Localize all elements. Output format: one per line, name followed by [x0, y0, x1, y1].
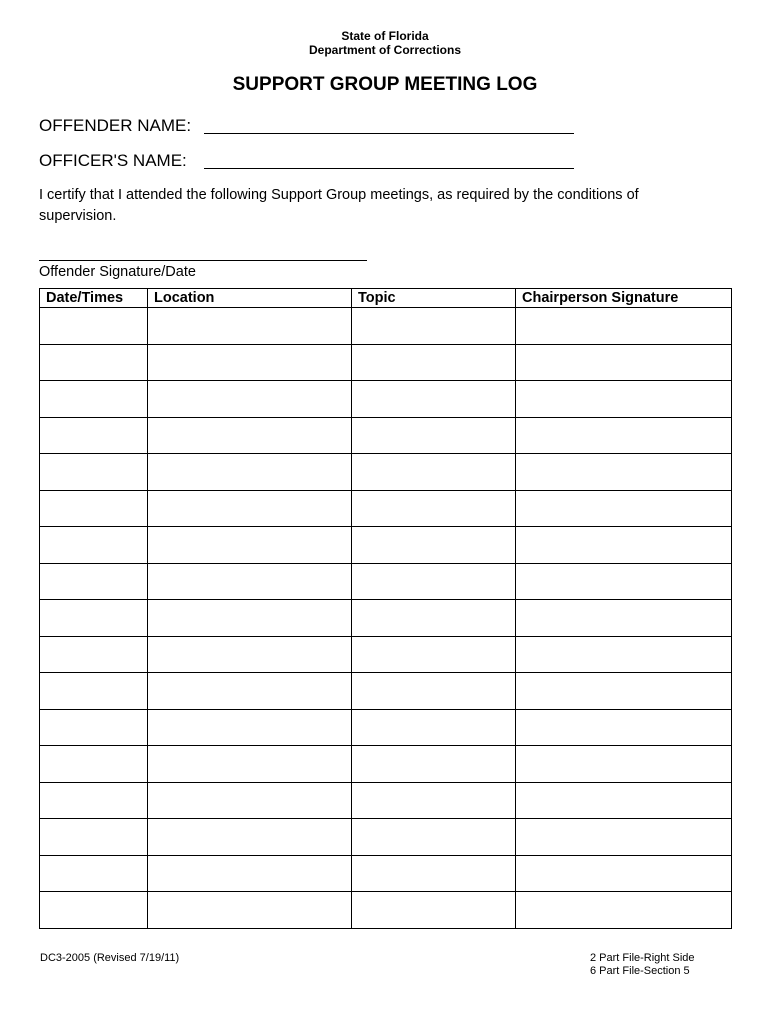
topic-cell[interactable] [352, 892, 516, 929]
table-row [40, 490, 732, 527]
date-times-cell[interactable] [40, 563, 148, 600]
topic-cell[interactable] [352, 381, 516, 418]
location-cell[interactable] [148, 782, 352, 819]
chairperson-signature-cell[interactable] [516, 417, 732, 454]
topic-cell[interactable] [352, 344, 516, 381]
date-times-cell[interactable] [40, 636, 148, 673]
table-row [40, 819, 732, 856]
date-times-cell[interactable] [40, 746, 148, 783]
date-times-cell[interactable] [40, 600, 148, 637]
topic-cell[interactable] [352, 819, 516, 856]
chairperson-signature-cell[interactable] [516, 746, 732, 783]
location-cell[interactable] [148, 673, 352, 710]
date-times-cell[interactable] [40, 454, 148, 491]
table-row [40, 454, 732, 491]
form-title: SUPPORT GROUP MEETING LOG [232, 74, 538, 95]
certification-statement: I certify that I attended the following Support Group meetings, as required by the conditions of supervision. [39, 187, 639, 224]
location-cell[interactable] [148, 855, 352, 892]
column-header-date-times: Date/Times [40, 289, 148, 308]
chairperson-signature-cell[interactable] [516, 636, 732, 673]
topic-cell[interactable] [352, 454, 516, 491]
chairperson-signature-cell[interactable] [516, 490, 732, 527]
offender-name-field[interactable] [204, 133, 574, 134]
topic-cell[interactable] [352, 709, 516, 746]
chairperson-signature-cell[interactable] [516, 563, 732, 600]
officer-name-field[interactable] [204, 168, 574, 169]
table-row [40, 673, 732, 710]
file-instructions [590, 952, 695, 978]
location-cell[interactable] [148, 563, 352, 600]
table-row [40, 344, 732, 381]
topic-cell[interactable] [352, 490, 516, 527]
topic-cell[interactable] [352, 782, 516, 819]
date-times-cell[interactable] [40, 490, 148, 527]
chairperson-signature-cell[interactable] [516, 344, 732, 381]
chairperson-signature-cell[interactable] [516, 892, 732, 929]
topic-cell[interactable] [352, 563, 516, 600]
table-row [40, 417, 732, 454]
chairperson-signature-cell[interactable] [516, 855, 732, 892]
chairperson-signature-cell[interactable] [516, 381, 732, 418]
location-cell[interactable] [148, 709, 352, 746]
meeting-log-table [39, 288, 732, 929]
location-cell[interactable] [148, 892, 352, 929]
chairperson-signature-cell[interactable] [516, 709, 732, 746]
location-cell[interactable] [148, 600, 352, 637]
column-header-topic: Topic [352, 289, 516, 308]
chairperson-signature-cell[interactable] [516, 454, 732, 491]
date-times-cell[interactable] [40, 709, 148, 746]
table-row [40, 892, 732, 929]
date-times-cell[interactable] [40, 527, 148, 564]
column-header-location: Location [148, 289, 352, 308]
agency-state: State of Florida [341, 29, 429, 43]
topic-cell[interactable] [352, 417, 516, 454]
table-row [40, 782, 732, 819]
chairperson-signature-cell[interactable] [516, 782, 732, 819]
date-times-cell[interactable] [40, 855, 148, 892]
table-row [40, 746, 732, 783]
chairperson-signature-cell[interactable] [516, 527, 732, 564]
date-times-cell[interactable] [40, 892, 148, 929]
date-times-cell[interactable] [40, 381, 148, 418]
table-header-row [40, 289, 732, 308]
table-row [40, 636, 732, 673]
officer-name-label: OFFICER'S NAME: [39, 151, 187, 170]
table-row [40, 600, 732, 637]
table-row [40, 381, 732, 418]
table-row [40, 709, 732, 746]
meeting-log-body [40, 308, 732, 929]
date-times-cell[interactable] [40, 344, 148, 381]
offender-signature-field[interactable] [39, 260, 367, 261]
date-times-cell[interactable] [40, 417, 148, 454]
location-cell[interactable] [148, 308, 352, 345]
location-cell[interactable] [148, 490, 352, 527]
location-cell[interactable] [148, 381, 352, 418]
location-cell[interactable] [148, 527, 352, 564]
location-cell[interactable] [148, 819, 352, 856]
date-times-cell[interactable] [40, 782, 148, 819]
chairperson-signature-cell[interactable] [516, 819, 732, 856]
chairperson-signature-cell[interactable] [516, 673, 732, 710]
file-instruction-line: 6 Part File-Section 5 [590, 965, 690, 977]
offender-name-label: OFFENDER NAME: [39, 116, 192, 135]
agency-department: Department of Corrections [308, 43, 462, 57]
file-instruction-line: 2 Part File-Right Side [590, 952, 695, 964]
date-times-cell[interactable] [40, 819, 148, 856]
table-row [40, 308, 732, 345]
topic-cell[interactable] [352, 600, 516, 637]
topic-cell[interactable] [352, 673, 516, 710]
date-times-cell[interactable] [40, 673, 148, 710]
table-row [40, 527, 732, 564]
topic-cell[interactable] [352, 527, 516, 564]
column-header-chairperson-signature: Chairperson Signature [516, 289, 732, 308]
topic-cell[interactable] [352, 855, 516, 892]
location-cell[interactable] [148, 417, 352, 454]
location-cell[interactable] [148, 636, 352, 673]
topic-cell[interactable] [352, 308, 516, 345]
date-times-cell[interactable] [40, 308, 148, 345]
chairperson-signature-cell[interactable] [516, 600, 732, 637]
form-number: DC3-2005 (Revised 7/19/11) [40, 952, 180, 964]
topic-cell[interactable] [352, 746, 516, 783]
chairperson-signature-cell[interactable] [516, 308, 732, 345]
location-cell[interactable] [148, 746, 352, 783]
location-cell[interactable] [148, 344, 352, 381]
location-cell[interactable] [148, 454, 352, 491]
topic-cell[interactable] [352, 636, 516, 673]
offender-signature-caption: Offender Signature/Date [39, 264, 196, 280]
table-row [40, 563, 732, 600]
table-row [40, 855, 732, 892]
